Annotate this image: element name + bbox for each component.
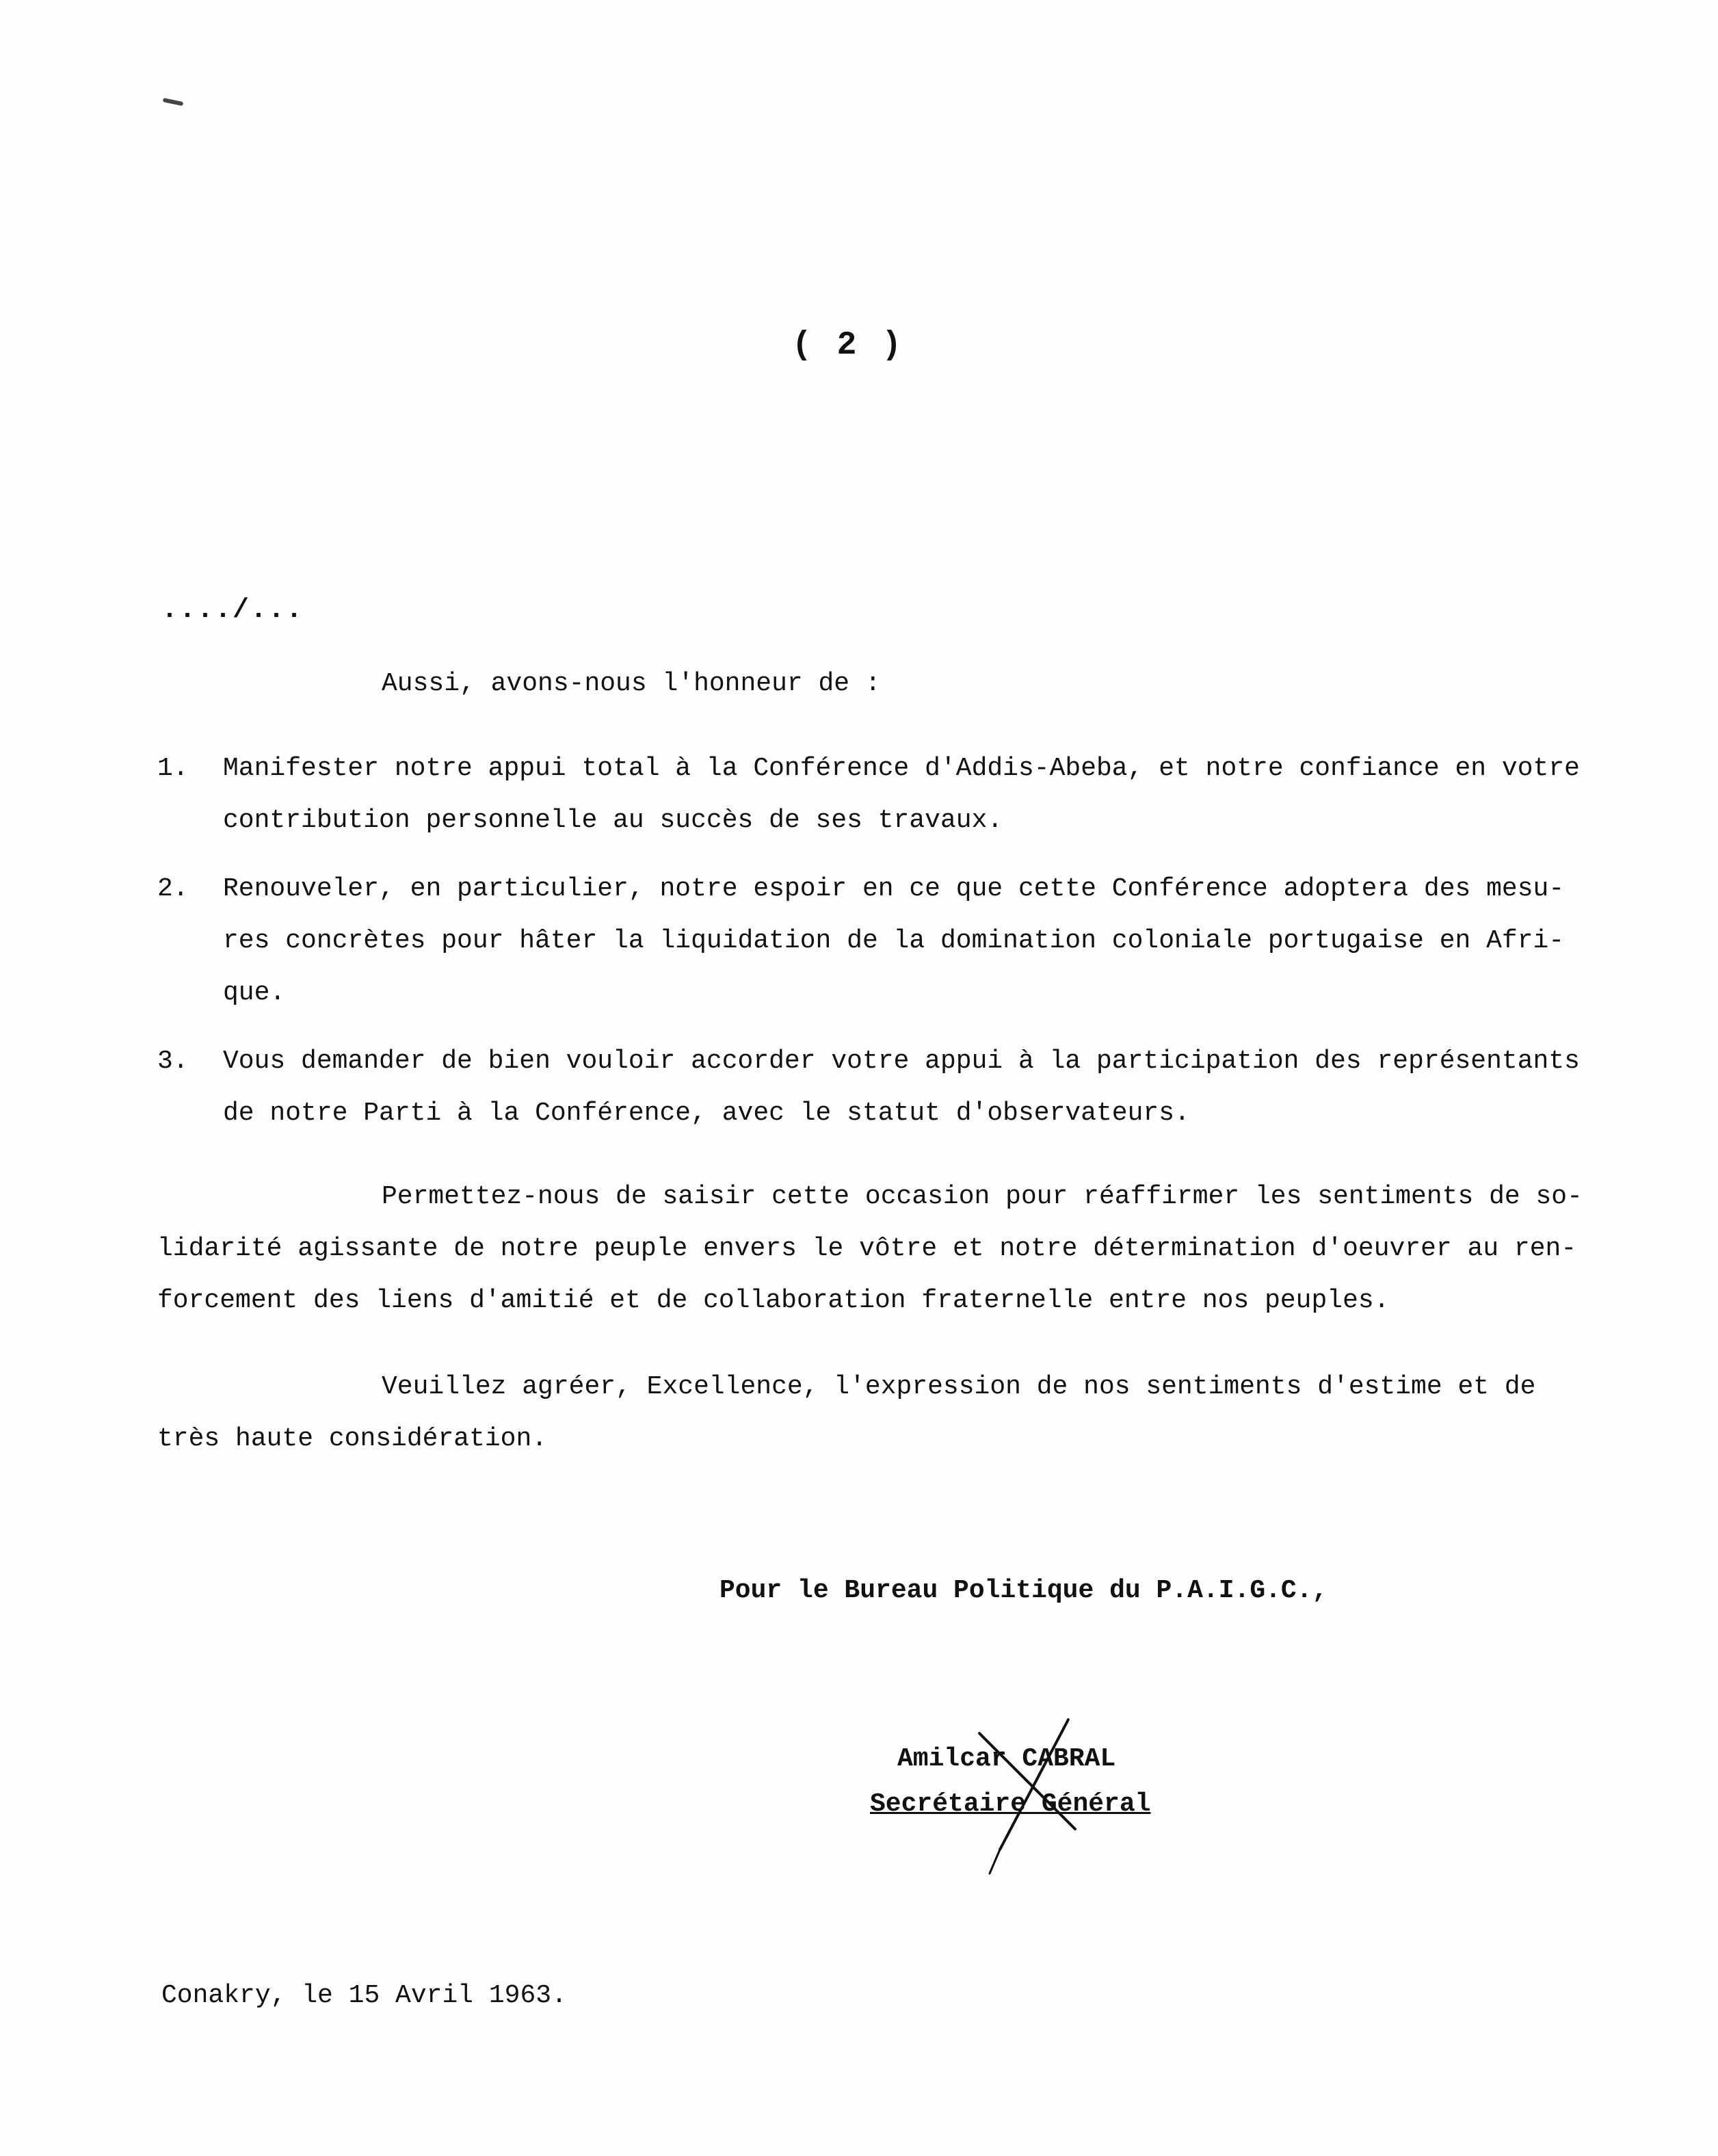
salutation-paragraph — [157, 1361, 1628, 1465]
page-number: ( 2 ) — [791, 327, 905, 364]
list-item-line: de notre Parti à la Conférence, avec le statut d'observateurs. — [223, 1099, 1190, 1128]
continuation-marker: ..../... — [161, 595, 304, 626]
signatory-name: Amilcar CABRAL — [897, 1744, 1116, 1774]
intro-line: Aussi, avons-nous l'honneur de : — [382, 669, 881, 698]
signature-block — [870, 1733, 1185, 1870]
paragraph-line: très haute considération. — [157, 1424, 548, 1454]
closing-line: Pour le Bureau Politique du P.A.I.G.C., — [719, 1576, 1328, 1605]
list-item-number: 3. — [157, 1047, 189, 1076]
list-item-body — [223, 863, 1628, 1019]
handwritten-signature — [973, 1713, 1082, 1877]
list-item-number: 2. — [157, 874, 189, 904]
list-item-line: Vous demander de bien vouloir accorder votre appui à la participation des représentants — [223, 1047, 1580, 1076]
list-item-body — [223, 743, 1628, 847]
paragraph-line: forcement des liens d'amitié et de collaboration fraternelle entre nos peuples. — [157, 1286, 1390, 1315]
list-item-line: que. — [223, 978, 286, 1008]
list-item-line: Renouveler, en particulier, notre espoir en ce que cette Conférence adoptera des mesu- — [223, 874, 1565, 904]
place-date: Conakry, le 15 Avril 1963. — [161, 1981, 567, 2010]
paragraph-line: Permettez-nous de saisir cette occasion pour réaffirmer les sentiments de so- — [382, 1182, 1583, 1211]
list-item-line: res concrètes pour hâter la liquidation de la domination coloniale portugaise en Afri- — [223, 926, 1565, 956]
paragraph-line: lidarité agissante de notre peuple envers le vôtre et notre détermination d'oeuvrer au ren- — [157, 1234, 1577, 1263]
paragraph-line: Veuillez agréer, Excellence, l'expression de nos sentiments d'estime et de — [382, 1372, 1536, 1402]
list-item-line: Manifester notre appui total à la Conférence d'Addis-Abeba, et notre confiance en votre — [223, 754, 1580, 783]
signatory-title: Secrétaire Général — [870, 1789, 1151, 1819]
paper-speck — [163, 98, 184, 106]
solidarity-paragraph — [157, 1171, 1628, 1327]
list-item-number: 1. — [157, 754, 189, 783]
list-item-line: contribution personnelle au succès de ses travaux. — [223, 806, 1003, 835]
list-item-body — [223, 1036, 1628, 1140]
